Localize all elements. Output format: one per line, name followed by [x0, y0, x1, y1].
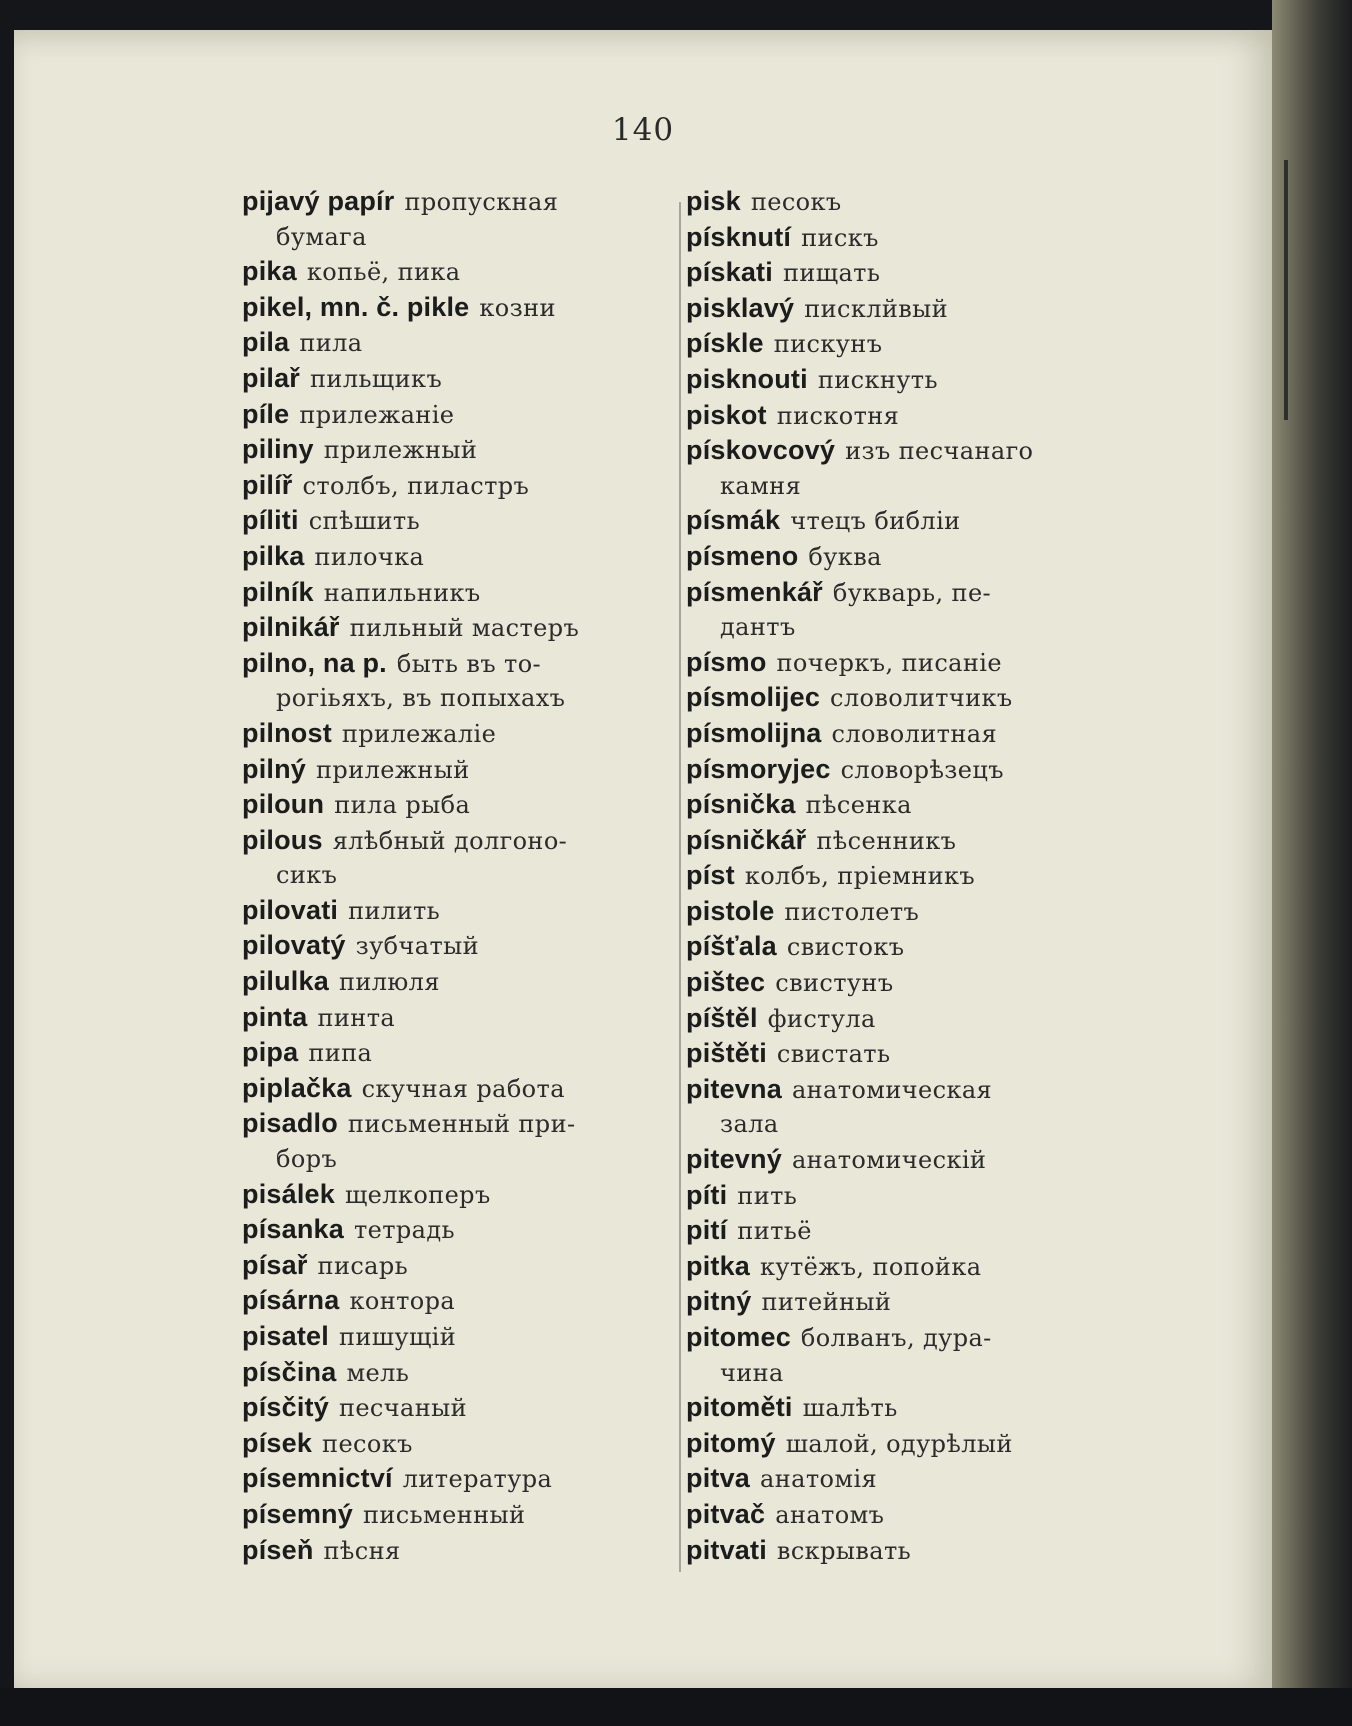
dictionary-entry	[242, 468, 672, 504]
headword: píst	[686, 860, 735, 891]
translation-continuation: рогіьяхъ, въ попыхахъ	[276, 684, 566, 713]
translation: шалѣть	[802, 1394, 898, 1423]
translation: буква	[808, 542, 882, 571]
translation: пилочка	[314, 542, 425, 571]
dictionary-entry	[686, 1533, 1118, 1569]
headword: pilař	[242, 362, 301, 393]
headword: pilnikář	[242, 612, 340, 643]
headword: písnička	[686, 789, 796, 820]
translation: словорѣзецъ	[840, 755, 1004, 784]
headword: pijavý papír	[242, 186, 395, 216]
translation: напильникъ	[323, 578, 481, 607]
dictionary-entry	[242, 1319, 672, 1355]
translation: чтецъ библіи	[790, 507, 961, 536]
translation: тетрадь	[353, 1216, 456, 1245]
headword: pisklavý	[686, 292, 795, 323]
dictionary-entry	[242, 716, 672, 752]
dictionary-entry	[242, 610, 672, 646]
translation-continuation: сикъ	[276, 861, 338, 890]
headword: pískovcový	[686, 435, 836, 466]
dictionary-entry	[686, 575, 1118, 645]
dictionary-entry	[242, 964, 672, 1000]
translation: быть въ то-	[396, 649, 542, 678]
dictionary-entry	[686, 1320, 1118, 1390]
translation: анатомія	[760, 1465, 878, 1494]
headword: pilulka	[242, 966, 329, 997]
headword: pískati	[686, 257, 773, 288]
headword: pištec	[686, 967, 766, 998]
translation: литература	[402, 1465, 553, 1494]
translation: колбъ, пріемникъ	[744, 862, 976, 891]
translation: письменный при-	[347, 1110, 576, 1139]
dictionary-entry	[242, 1283, 672, 1319]
dictionary-entry	[686, 858, 1118, 894]
translation: копьё, пика	[306, 258, 461, 287]
headword: pilovati	[242, 894, 339, 925]
headword: píliti	[242, 505, 299, 536]
dictionary-entry	[686, 398, 1118, 434]
translation-continuation: зала	[720, 1110, 779, 1139]
headword: pilka	[242, 540, 305, 571]
headword: pisálek	[242, 1178, 335, 1209]
headword: písmoryjec	[686, 753, 831, 784]
headword: písmo	[686, 646, 767, 677]
translation: шалой, одурѣлый	[785, 1429, 1013, 1458]
headword: piplačka	[242, 1072, 352, 1103]
headword: píti	[686, 1179, 728, 1210]
headword: pika	[242, 256, 297, 287]
translation: мель	[346, 1358, 410, 1387]
translation: словолитчикъ	[830, 684, 1013, 713]
headword: pipa	[242, 1037, 299, 1068]
dictionary-entry	[242, 290, 672, 326]
translation: пильный мастеръ	[349, 614, 580, 643]
translation: свистать	[776, 1040, 891, 1069]
dictionary-entry	[242, 575, 672, 611]
dictionary-entry	[686, 894, 1118, 930]
dictionary-entry	[686, 965, 1118, 1001]
translation: пинта	[317, 1003, 396, 1032]
translation: пищать	[782, 259, 881, 288]
headword: pinta	[242, 1001, 308, 1032]
translation: пискъ	[801, 223, 879, 252]
dictionary-column-left	[242, 184, 672, 1568]
headword: píle	[242, 398, 290, 429]
headword: pisadlo	[242, 1108, 338, 1139]
headword: pitoměti	[686, 1392, 793, 1423]
translation: пропускная	[404, 188, 559, 216]
translation: болванъ, дура-	[800, 1324, 992, 1352]
translation-continuation: бумага	[276, 222, 367, 251]
translation: ялѣбный долгоно-	[332, 826, 568, 855]
dictionary-entry	[242, 646, 672, 716]
dictionary-entry	[686, 1390, 1118, 1426]
translation: пѣсенка	[805, 791, 912, 820]
translation-continuation: камня	[720, 471, 802, 500]
dictionary-entry	[686, 1461, 1118, 1497]
translation: пила	[299, 329, 363, 358]
dictionary-entry	[242, 1212, 672, 1248]
translation: контора	[349, 1287, 456, 1316]
headword: pitvati	[686, 1534, 767, 1565]
dictionary-entry	[686, 823, 1118, 859]
headword: piskot	[686, 399, 767, 430]
headword: písničkář	[686, 824, 807, 855]
translation: пильщикъ	[310, 364, 443, 393]
headword: pilno, na p.	[242, 647, 387, 678]
headword: pitný	[686, 1286, 752, 1317]
headword: písanka	[242, 1214, 344, 1245]
scan-bottom-edge	[0, 1688, 1352, 1726]
dictionary-entry	[242, 1071, 672, 1107]
translation: пѣсня	[323, 1536, 401, 1565]
headword: pila	[242, 327, 290, 358]
translation: прилежаніе	[299, 400, 455, 429]
headword: pitevna	[686, 1073, 782, 1104]
headword: písčina	[242, 1356, 337, 1387]
translation: спѣшить	[308, 507, 421, 536]
headword: pití	[686, 1215, 728, 1246]
headword: písmenkář	[686, 576, 823, 607]
dictionary-entry	[242, 503, 672, 539]
dictionary-column-right	[686, 184, 1118, 1568]
translation-continuation: чина	[720, 1358, 784, 1387]
translation: пить	[737, 1181, 798, 1210]
headword: písek	[242, 1427, 313, 1458]
headword: pitka	[686, 1250, 751, 1281]
dictionary-entry	[242, 893, 672, 929]
headword: píseň	[242, 1534, 314, 1565]
headword: písemný	[242, 1498, 353, 1529]
headword: piloun	[242, 789, 325, 820]
headword: pitvač	[686, 1498, 766, 1529]
dictionary-entry	[242, 1000, 672, 1036]
translation: пистолетъ	[784, 897, 920, 926]
translation: песокъ	[322, 1429, 413, 1458]
dictionary-entry	[242, 397, 672, 433]
dictionary-entry	[686, 1178, 1118, 1214]
headword: piliny	[242, 434, 314, 465]
translation: анатомическій	[791, 1146, 987, 1175]
headword: pitevný	[686, 1144, 782, 1175]
translation: букварь, пе-	[832, 578, 992, 607]
dictionary-entry	[242, 1106, 672, 1176]
dictionary-entry	[686, 503, 1118, 539]
headword: pilný	[242, 753, 307, 784]
translation: песокъ	[750, 188, 842, 216]
dictionary-entry	[242, 184, 672, 254]
dictionary-entry	[242, 787, 672, 823]
dictionary-entry	[242, 1355, 672, 1391]
headword: písmolijna	[686, 717, 822, 748]
headword: pisknouti	[686, 363, 808, 394]
dictionary-entry	[686, 680, 1118, 716]
translation-continuation: боръ	[276, 1145, 338, 1174]
dictionary-entry	[686, 184, 1118, 220]
headword: pištěti	[686, 1038, 767, 1069]
translation: анатомическая	[791, 1075, 993, 1104]
translation: пилить	[348, 896, 441, 925]
translation: столбъ, пиластръ	[302, 471, 530, 500]
translation: свистунъ	[775, 969, 894, 998]
headword: pisk	[686, 186, 741, 216]
dictionary-entry	[242, 1035, 672, 1071]
translation: пѣсенникъ	[816, 826, 957, 855]
translation: писклйвый	[804, 294, 949, 323]
translation-continuation: дантъ	[720, 613, 796, 642]
headword: pisatel	[242, 1321, 329, 1351]
headword: písknutí	[686, 221, 792, 252]
translation: пипа	[308, 1039, 373, 1068]
dictionary-entry	[242, 1497, 672, 1533]
translation: изъ песчанаго	[845, 437, 1034, 466]
translation: писарь	[317, 1251, 409, 1280]
translation: пискнуть	[817, 365, 938, 394]
translation: пишущій	[338, 1323, 457, 1351]
headword: píšťala	[686, 931, 777, 962]
dictionary-entry	[242, 1533, 672, 1569]
translation: питьё	[737, 1217, 812, 1246]
translation: фистула	[767, 1004, 876, 1033]
dictionary-entry	[686, 220, 1118, 256]
dictionary-entry	[686, 291, 1118, 327]
dictionary-entry	[242, 432, 672, 468]
headword: pilník	[242, 576, 314, 607]
translation: песчаный	[338, 1394, 468, 1423]
dictionary-entry	[686, 1497, 1118, 1533]
column-divider	[679, 202, 681, 1572]
headword: písař	[242, 1249, 308, 1280]
headword: pilíř	[242, 469, 293, 500]
dictionary-entry	[242, 1248, 672, 1284]
translation: питейный	[761, 1288, 892, 1317]
dictionary-entry	[242, 928, 672, 964]
dictionary-entry	[686, 362, 1118, 398]
dictionary-entry	[686, 1072, 1118, 1142]
page-number: 140	[611, 112, 675, 148]
translation: письменный	[362, 1500, 526, 1529]
translation: прилежный	[316, 755, 470, 784]
translation: словолитная	[831, 719, 997, 748]
headword: písemnictví	[242, 1463, 393, 1494]
translation: вскрывать	[776, 1536, 912, 1565]
headword: pilous	[242, 824, 323, 855]
dictionary-entry	[686, 1213, 1118, 1249]
headword: pilovatý	[242, 930, 346, 961]
translation: пилюля	[338, 968, 440, 997]
dictionary-entry	[686, 645, 1118, 681]
headword: písmeno	[686, 540, 799, 571]
translation: зубчатый	[355, 932, 480, 961]
dictionary-entry	[686, 752, 1118, 788]
dictionary-entry	[686, 1142, 1118, 1178]
translation: щелкоперъ	[344, 1180, 491, 1209]
translation: прилежный	[323, 436, 478, 465]
headword: pistole	[686, 895, 775, 926]
dictionary-entry	[242, 1177, 672, 1213]
headword: pitomec	[686, 1322, 791, 1352]
dictionary-entry	[686, 787, 1118, 823]
dictionary-entry	[242, 823, 672, 893]
headword: písčitý	[242, 1392, 329, 1423]
translation: свистокъ	[786, 933, 905, 962]
headword: písárna	[242, 1285, 340, 1316]
headword: pískle	[686, 328, 764, 359]
dictionary-entry	[242, 1390, 672, 1426]
translation: прилежаліе	[341, 719, 497, 748]
dictionary-entry	[686, 716, 1118, 752]
dictionary-entry	[686, 539, 1118, 575]
dictionary-entry	[686, 1249, 1118, 1285]
headword: písmolijec	[686, 682, 821, 713]
dictionary-entry	[686, 326, 1118, 362]
dictionary-entry	[242, 1426, 672, 1462]
translation: почеркъ, писаніе	[776, 648, 1002, 677]
headword: pikel, mn. č. pikle	[242, 291, 470, 322]
dictionary-entry	[242, 539, 672, 575]
dictionary-entry	[242, 1461, 672, 1497]
translation: скучная работа	[361, 1074, 565, 1103]
headword: pilnost	[242, 717, 332, 748]
dictionary-entry	[242, 254, 672, 290]
translation: козни	[479, 293, 556, 322]
headword: pitomý	[686, 1427, 776, 1458]
dictionary-entry	[686, 1426, 1118, 1462]
translation: кутёжъ, попойка	[760, 1252, 982, 1281]
dictionary-entry	[686, 255, 1118, 291]
translation: пискунъ	[773, 330, 883, 359]
translation: анатомъ	[775, 1500, 885, 1529]
dictionary-entry	[686, 1036, 1118, 1072]
translation: пискотня	[776, 401, 900, 430]
dictionary-entry	[242, 325, 672, 361]
book-page	[14, 30, 1272, 1688]
dictionary-entry	[242, 752, 672, 788]
dictionary-entry	[686, 929, 1118, 965]
dictionary-entry	[686, 433, 1118, 503]
headword: pitva	[686, 1463, 751, 1494]
dictionary-entry	[686, 1284, 1118, 1320]
headword: píštěl	[686, 1002, 758, 1033]
dictionary-entry	[242, 361, 672, 397]
dictionary-entry	[686, 1001, 1118, 1037]
headword: písmák	[686, 505, 781, 536]
translation: пила рыба	[334, 791, 471, 820]
spine-mark	[1284, 160, 1288, 420]
